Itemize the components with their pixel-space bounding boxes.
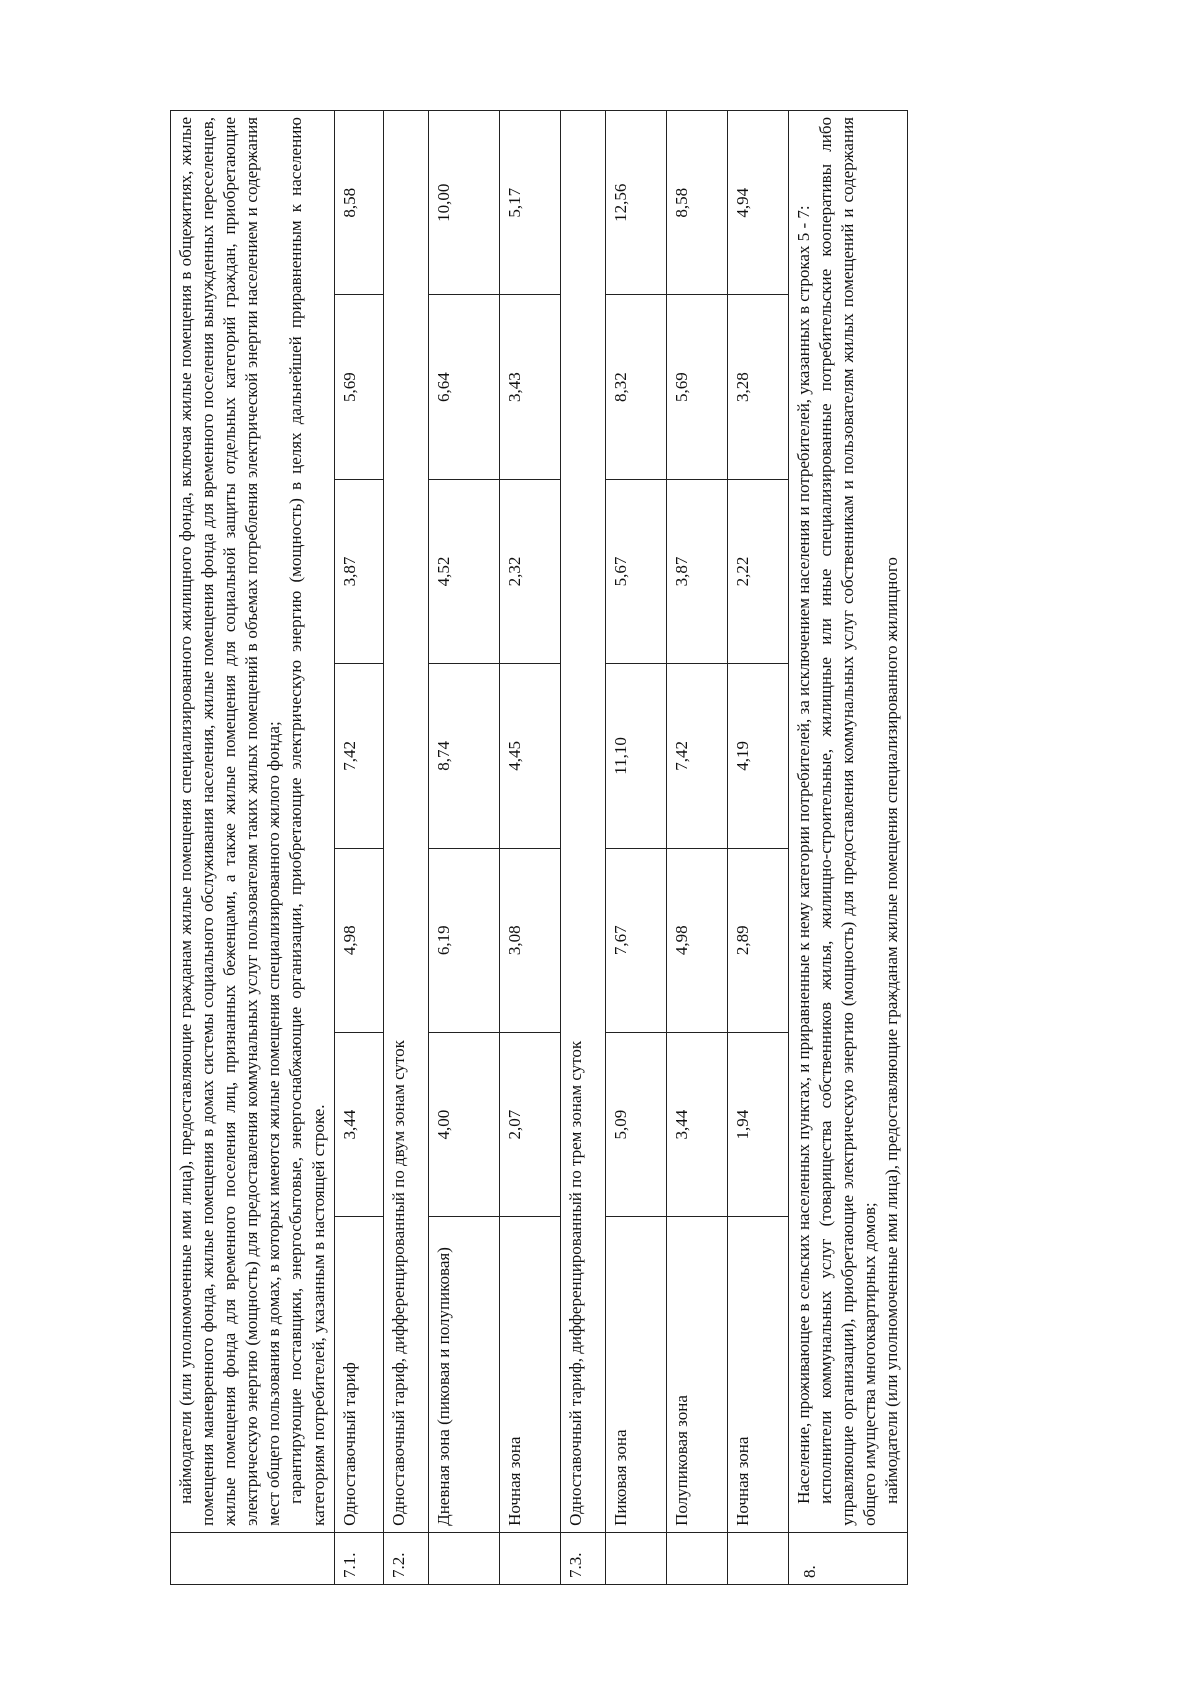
table-row	[666, 111, 727, 1585]
category-description-cell	[788, 111, 907, 1533]
row-name: Ночная зона	[499, 1217, 560, 1533]
value-cell: 7,42	[666, 664, 727, 848]
paragraph: наймодатели (или уполномоченные ими лица), предоставляющие гражданам жилые помещения специализированного жилищного фонда, включая жилые помещения в общежитиях, жилые помещения маневренного фонда, жилые помещения в домах системы социального обслуживания населения, жилые помещения фонда для временного поселения вынужденных переселенцев, жилые помещения фонда для временного поселения лиц, признанных беженцами, а также жилые помещения для социальной защиты отдельных категорий граждан, приобретающие электрическую энергию (мощность) для предоставления коммунальных услуг пользователям таких жилых помещений в объемах потребления электрической энергии населением и содержания мест общего пользования в домах, в которых имеются жилые помещения специализированного жилого фонда;	[176, 117, 284, 1526]
value-cell: 4,45	[499, 664, 560, 848]
row-name: Одноставочный тариф	[334, 1217, 383, 1533]
row-number	[605, 1532, 666, 1584]
table-row-continuation	[171, 111, 335, 1585]
row-number	[727, 1532, 788, 1584]
table-row	[727, 111, 788, 1585]
value-cell: 3,87	[334, 479, 383, 663]
row-number: 8.	[788, 1532, 907, 1584]
table-row-section-header	[560, 111, 605, 1585]
value-cell: 4,52	[428, 479, 499, 663]
value-cell: 2,32	[499, 479, 560, 663]
value-cell: 3,28	[727, 295, 788, 479]
value-cell: 8,58	[666, 111, 727, 295]
value-cell: 7,42	[334, 664, 383, 848]
row-name: Дневная зона (пиковая и полупиковая)	[428, 1217, 499, 1533]
value-cell: 7,67	[605, 848, 666, 1032]
rotated-page	[170, 110, 1070, 1585]
row-name: Пиковая зона	[605, 1217, 666, 1533]
section-header: Одноставочный тариф, дифференцированный по двум зонам суток	[383, 111, 428, 1533]
value-cell: 10,00	[428, 111, 499, 295]
paragraph: наймодатели (или уполномоченные ими лица), предоставляющие гражданам жилые помещения специализированного жилищного	[882, 557, 902, 1504]
tariff-table	[170, 110, 908, 1585]
value-cell: 2,89	[727, 848, 788, 1032]
value-cell: 8,32	[605, 295, 666, 479]
paragraph: гарантирующие поставщики, энергосбытовые, энергоснабжающие организации, приобретающие электрическую энергию (мощность) в целях дальнейшей приравненным к населению категориям потребителей, указанным в настоящей строке.	[286, 117, 328, 1526]
value-cell: 5,67	[605, 479, 666, 663]
value-cell: 2,22	[727, 479, 788, 663]
value-cell: 3,44	[334, 1032, 383, 1216]
row-name: Ночная зона	[727, 1217, 788, 1533]
row-number: 7.2.	[383, 1532, 428, 1584]
row-number-cell	[171, 1532, 335, 1584]
value-cell: 3,44	[666, 1032, 727, 1216]
value-cell: 8,58	[334, 111, 383, 295]
continuation-text-cell	[171, 111, 335, 1533]
value-cell: 12,56	[605, 111, 666, 295]
value-cell: 8,74	[428, 664, 499, 848]
value-cell: 4,98	[666, 848, 727, 1032]
row-name: Полупиковая зона	[666, 1217, 727, 1533]
value-cell: 4,94	[727, 111, 788, 295]
row-number	[666, 1532, 727, 1584]
table-row	[428, 111, 499, 1585]
value-cell: 3,87	[666, 479, 727, 663]
value-cell: 3,08	[499, 848, 560, 1032]
row-number: 7.1.	[334, 1532, 383, 1584]
table-row	[788, 111, 907, 1585]
row-number	[499, 1532, 560, 1584]
value-cell: 4,00	[428, 1032, 499, 1216]
value-cell: 11,10	[605, 664, 666, 848]
paragraph: Население, проживающее в сельских населенных пунктах, и приравненные к нему категории потребителей, за исключением населения и потребителей, указанных в строках 5 - 7:	[793, 205, 813, 1504]
row-number: 7.3.	[560, 1532, 605, 1584]
table-row	[605, 111, 666, 1585]
paragraph: исполнители коммунальных услуг (товарищества собственников жилья, жилищно-строительные, жилищные или иные специализированные потребительские кооперативы либо управляющие организации), приобретающие электрическую энергию (мощность) для предоставления коммунальных услуг собственникам и пользователям жилых помещений и содержания общего имущества многоквартирных домов;	[815, 117, 879, 1526]
value-cell: 5,09	[605, 1032, 666, 1216]
section-header: Одноставочный тариф, дифференцированный по трем зонам суток	[560, 111, 605, 1533]
table-row	[499, 111, 560, 1585]
value-cell: 3,43	[499, 295, 560, 479]
value-cell: 4,19	[727, 664, 788, 848]
value-cell: 6,19	[428, 848, 499, 1032]
value-cell: 1,94	[727, 1032, 788, 1216]
value-cell: 5,17	[499, 111, 560, 295]
value-cell: 4,98	[334, 848, 383, 1032]
value-cell: 2,07	[499, 1032, 560, 1216]
table-row-section-header	[383, 111, 428, 1585]
value-cell: 5,69	[334, 295, 383, 479]
value-cell: 5,69	[666, 295, 727, 479]
row-number	[428, 1532, 499, 1584]
table-row	[334, 111, 383, 1585]
value-cell: 6,64	[428, 295, 499, 479]
